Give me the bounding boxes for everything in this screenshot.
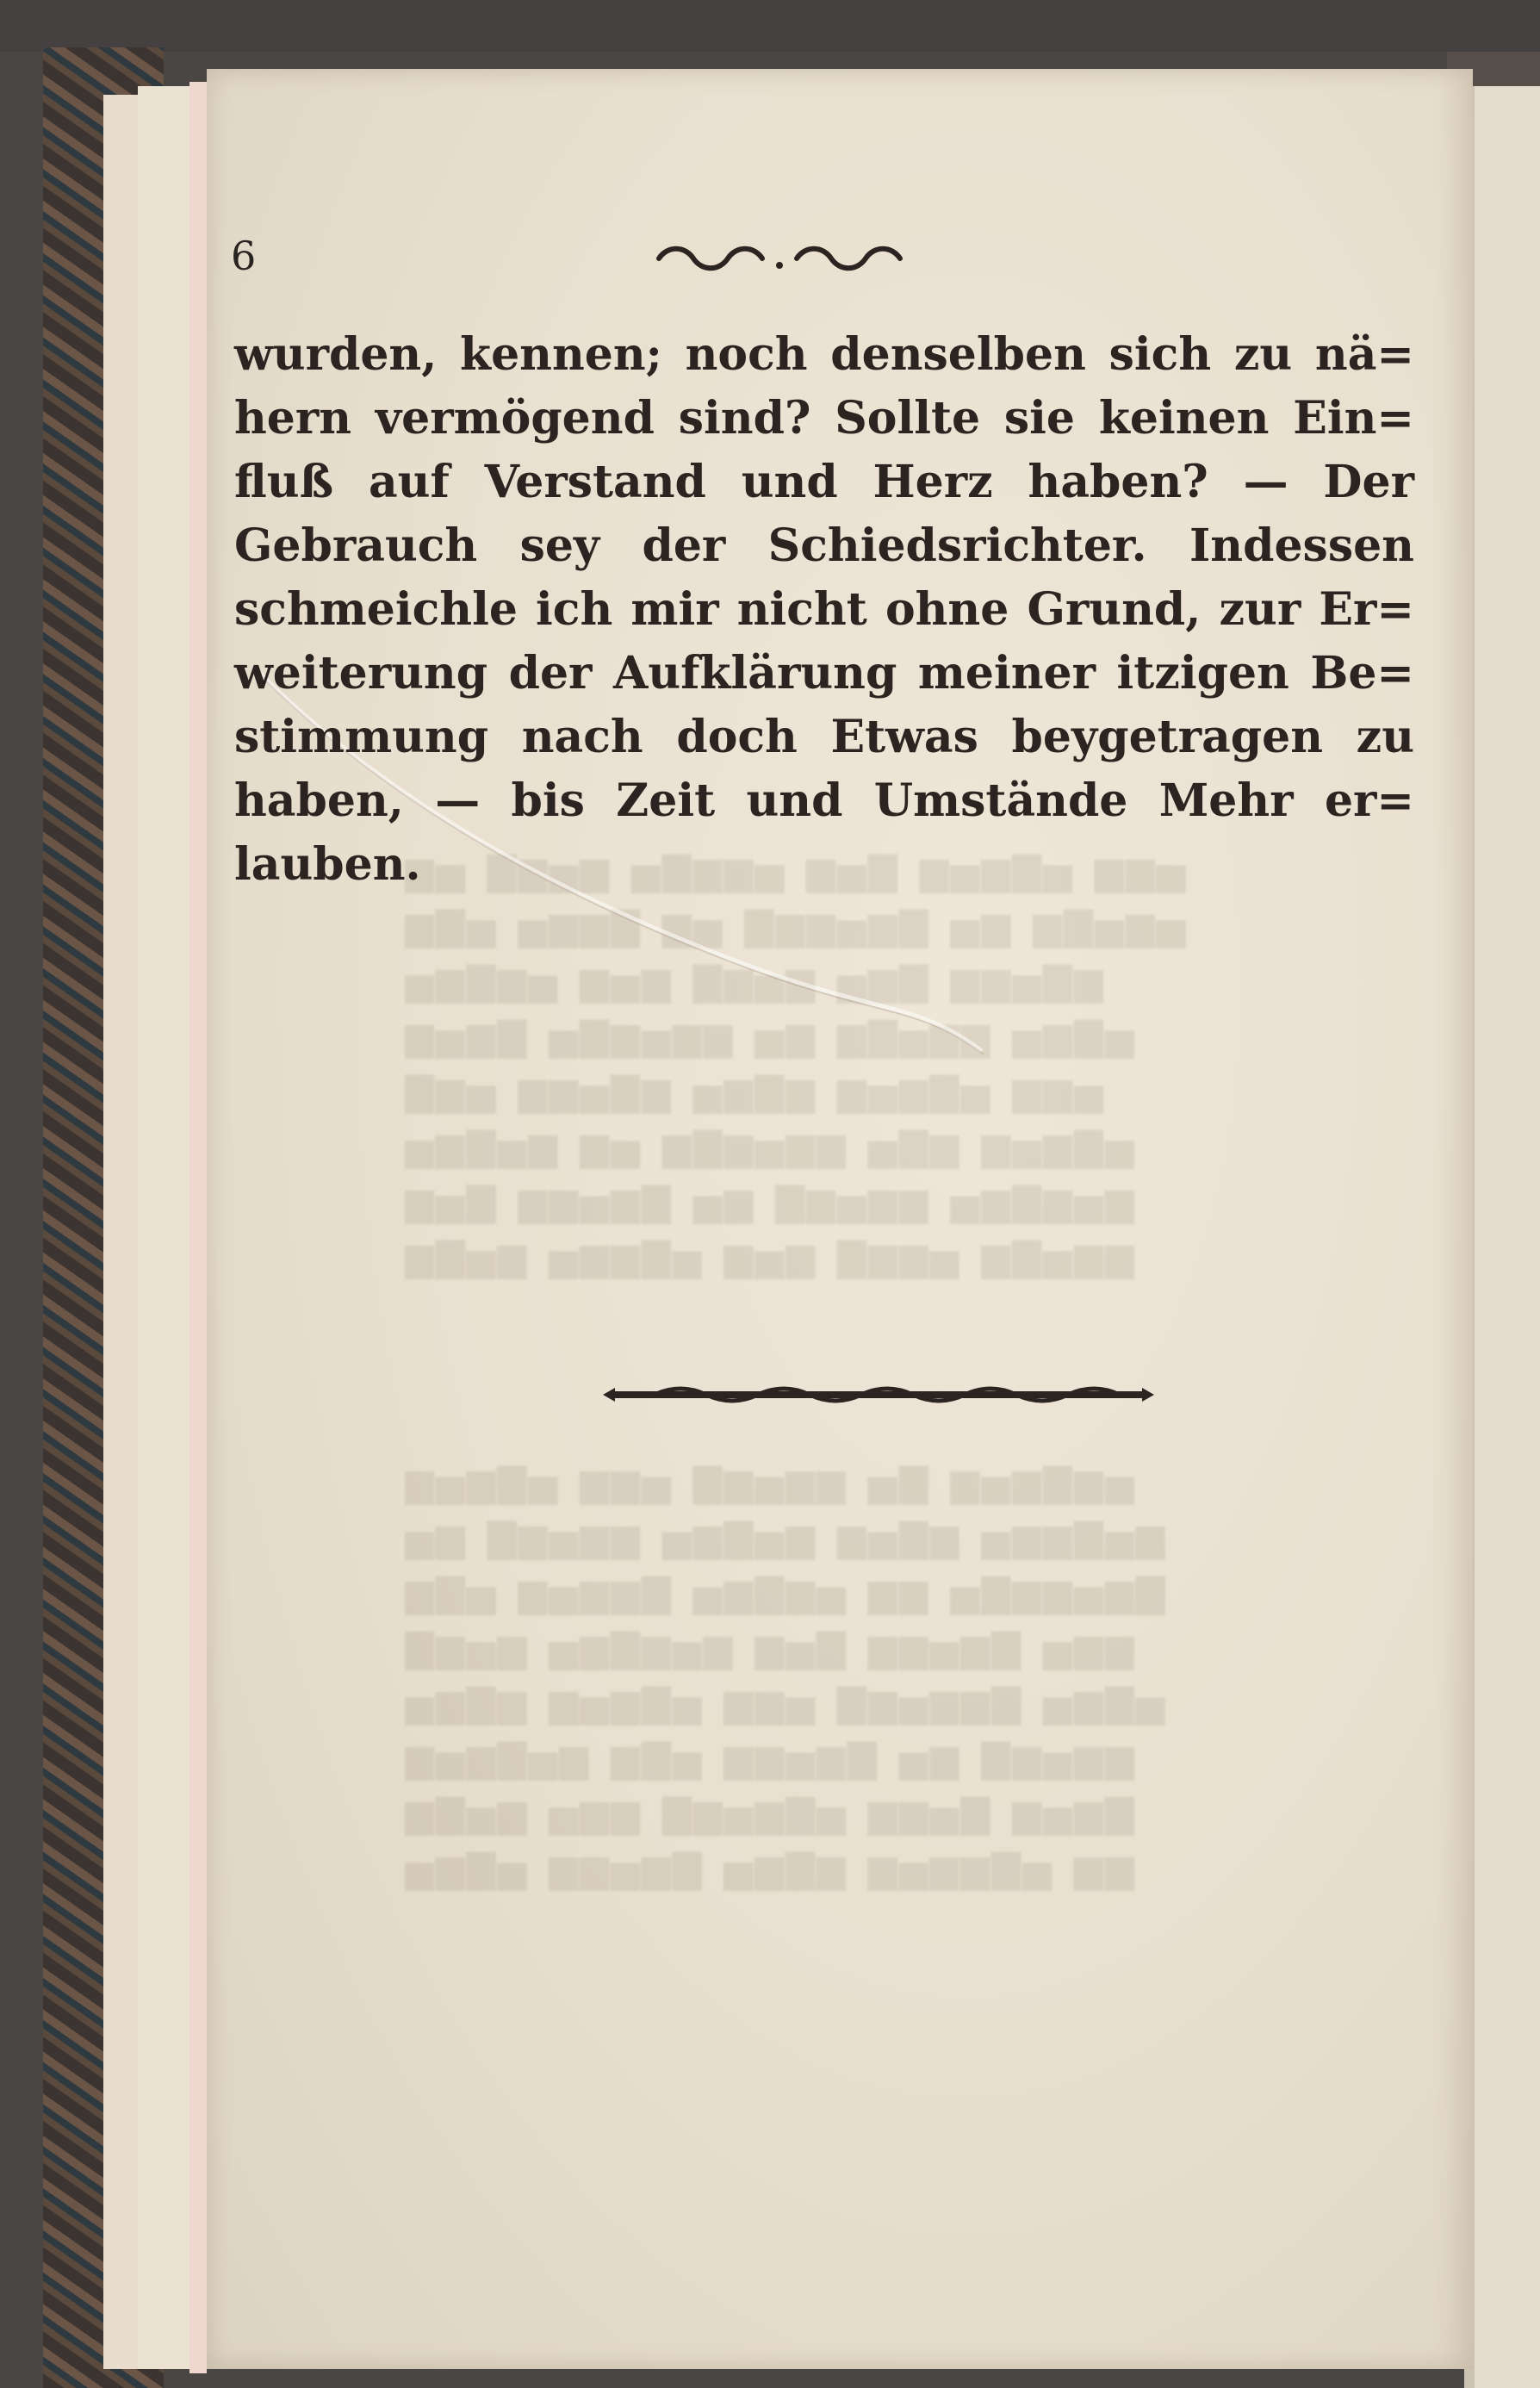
text-line-2: hern vermögend sind? Sollte sie keinen Ein= — [234, 392, 1414, 445]
text-line-7: stimmung nach doch Etwas beygetragen zu — [234, 711, 1414, 763]
page-edge-tinted — [189, 82, 207, 2373]
text-line-6: weiterung der Aufklärung meiner itzigen Be= — [234, 647, 1414, 700]
show-through-texture-top: ▆▅ ▇▆▅▆ ▅▇▆▆▅ ▆▅▇ ▆▅▆▇▅ ▆▆▅ ▆▇▅ ▅▆▆▇ ▆▅ ▇▆▆▅▆▇ ▅▆ ▆▇▅▆▅ ▅▆▇▆▅ ▆▅▆ ▇▆▅▆ ▅▆▇ ▆▆▅▇▆ ▆▅▆▇ ▅▇▆▅▆▆ ▅▆ ▆▇▅▆▆ ▅▆▇▅ ▇▆▅ ▆▆▅▇▆ ▅▆▇▆ ▆▅▆▇▅ ▆▆▅ ▅▆▇▅▆ ▆▅ ▆▇▆▅▆▆ ▅▇▆ ▆▅▆▇▅ ▆▅▇ ▆▆▅▆▇ ▅▆ ▇▆▅▆▆ ▅▆▇▆▅▆ ▆▇▅▆ ▅▆▆▇▅ ▆▅▆ ▇▆▆▅ ▆▇▅▆▆ — [405, 849, 1188, 1279]
header-ornament — [650, 241, 909, 276]
text-line-3: fluß auf Verstand und Herz haben? — Der — [234, 456, 1414, 508]
page-number: 6 — [231, 233, 257, 279]
text-line-9: lauben. — [234, 838, 421, 891]
body-text — [234, 323, 1414, 897]
ornamental-divider — [603, 1383, 1154, 1407]
text-line-5: schmeichle ich mir nicht ohne Grund, zur Er= — [234, 583, 1414, 636]
text-line-1: wurden, kennen; noch denselben sich zu nä= — [234, 328, 1414, 381]
text-line-8: haben, — bis Zeit und Umstände Mehr er= — [234, 774, 1414, 827]
scanner-background — [0, 0, 1540, 52]
show-through-texture-bottom: ▆▅▆▇▅ ▆▆▅ ▇▆▅▆▆ ▅▇ ▆▅▆▇▆▅ ▅▆ ▇▆▅▆▆ ▅▆▇▅▆ ▆▅▇▆ ▅▆▆▇▅▆ ▆▇▅ ▆▅▆▆▇ ▅▆▇▆▅ ▆▆ ▅▇▆▆▅▆▇ ▇▆▅▆ ▅▆▇▆▅▆ ▆▅▇ ▆▆▅▆▇ ▅▆▆ ▅▆▇▆ ▆▅▆▇▅ ▆▆▅ ▇▆▅▆▆▇ ▅▆▇▅ ▆▅▆▇▅▆ ▆▇▅ ▆▆▅▆▇ ▅▆ ▇▆▅▆▆ ▆▇▅▆ ▅▆▆ ▇▆▅▆▇▅ ▆▆▅▇ ▆▅▆▇ ▅▆▇▅ ▆▆▅▆▇ ▅▆▇▆ ▆▅▆▆▇▅ ▆▆ — [405, 1461, 1167, 1891]
text-line-4: Gebrauch sey der Schiedsrichter. Indessen — [234, 519, 1414, 572]
next-page-sliver — [1464, 86, 1540, 2388]
